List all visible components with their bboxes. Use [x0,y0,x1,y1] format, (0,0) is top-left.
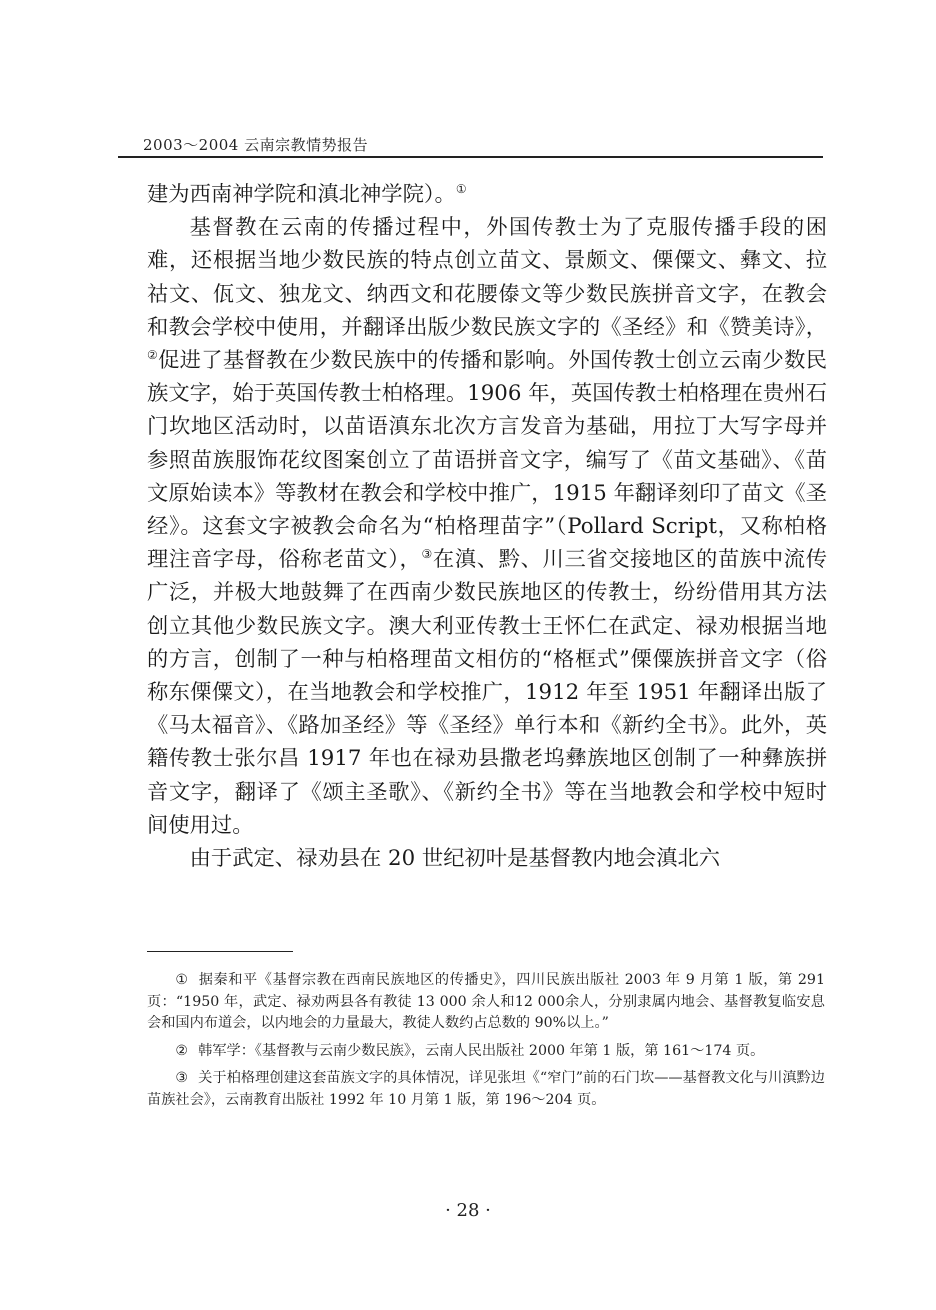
main-text [147,178,827,875]
footnote-text: 韩军学：《基督教与云南少数民族》，云南人民出版社 2000 年第 1 版，第 161～174 页。 [198,1042,765,1059]
footnote-3 [147,1068,825,1111]
footnotes [147,970,825,1117]
header-rule [118,156,823,158]
footnote-mark: ③ [175,1070,189,1086]
paragraph-text-part1: 基督教在云南的传播过程中，外国传教士为了克服传播手段的困难，还根据当地少数民族的特点创立苗文、景颇文、傈僳文、彝文、拉祜文、佤文、独龙文、纳西文和花腰傣文等少数民族拼音文字，在教会和教会学校中使用，并翻译出版少数民族文字的《圣经》和《赞美诗》， [147,215,827,340]
footnote-mark: ② [175,1042,189,1059]
paragraph-text: 由于武定、禄劝县在 20 世纪初叶是基督教内地会滇北六 [189,846,721,872]
paragraph-main [147,211,827,842]
paragraph-text: 建为西南神学院和滇北神学院）。 [147,182,456,207]
page-number: · 28 · [445,1200,491,1221]
footnote-rule [147,951,293,952]
running-head-title: 2003～2004 云南宗教情势报告 [143,136,369,154]
paragraph-text-part2: 促进了基督教在少数民族中的传播和影响。外国传教士创立云南少数民族文字，始于英国传教士柏格理。1906 年，英国传教士柏格理在贵州石门坎地区活动时，以苗语滇东北次方言发音为基础，用拉丁大写字母并参照苗族服饰花纹图案创立了苗语拼音文字，编写了《苗文基础》、《苗文原始读本》等教材在教会和学校中推广，1915 年翻译刻印了苗文《圣经》。这套文字被教会命名为“柏格理苗字”（Pollard Script，又称柏格理注音字母，俗称老苗文）， [147,348,827,573]
footnote-ref-1[interactable]: ① [455,181,467,196]
paragraph-last [147,842,827,875]
footnote-1 [147,970,825,1035]
paragraph-text-part3: 在滇、黔、川三省交接地区的苗族中流传广泛，并极大地鼓舞了在西南少数民族地区的传教士，纷纷借用其方法创立其他少数民族文字。澳大利亚传教士王怀仁在武定、禄劝根据当地的方言，创制了一种与柏格理苗文相仿的“格框式”傈僳族拼音文字（俗称东傈僳文），在当地教会和学校推广，1912 年至 1951 年翻译出版了《马太福音》、《路加圣经》等《圣经》单行本和《新约全书》。此外，英籍传教士张尔昌 1917 年也在禄劝县撒老坞彝族地区创制了一种彝族拼音文字，翻译了《颂主圣歌》、《新约全书》等在当地教会和学校中短时间使用过。 [147,547,828,838]
footnote-ref-2[interactable]: ② [147,347,159,362]
footnote-mark: ① [175,972,189,988]
footnote-text: 据秦和平《基督宗教在西南民族地区的传播史》，四川民族出版社 2003 年 9 月第 1 版，第 291 页：“1950 年，武定、禄劝两县各有教徒 13 000 余人和12 000余人，分别隶属内地会、基督教复临安息会和国内布道会，以内地会的力量最大，教徒人数约占总数的 90%以上。” [147,972,825,1031]
paragraph-continuation [147,178,827,211]
footnote-2 [147,1041,825,1063]
footnote-ref-3[interactable]: ③ [421,547,433,562]
footnote-text: 关于柏格理创建这套苗族文字的具体情况，详见张坦《“窄门”前的石门坎——基督教文化与川滇黔边苗族社会》，云南教育出版社 1992 年 10 月第 1 版，第 196～204 页。 [147,1070,825,1108]
